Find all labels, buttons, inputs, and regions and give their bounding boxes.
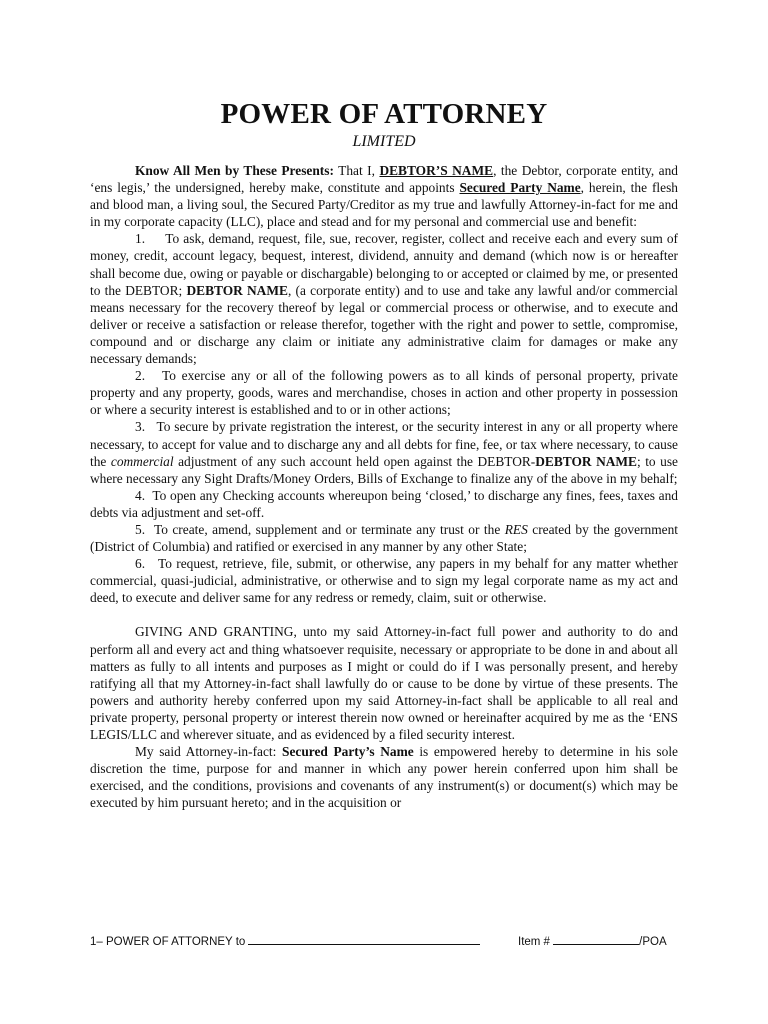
item-3-text-c: ; to use where necessary any Sight Drafts/Money Orders, Bills of Exchange to finalize any of the above in my behalf;	[90, 453, 678, 486]
footer-right	[518, 934, 667, 948]
item-4-text: To open any Checking accounts whereupon being ‘closed,’ to discharge any fines, fees, taxes and debts via adjustment and set-off.	[90, 487, 678, 520]
item-5-text-b: created by the government (District of Columbia) and ratified or exercised in any manner by any other State;	[90, 521, 679, 555]
item-3-italic: commercial	[110, 453, 174, 469]
item-1-text-b: , (a corporate entity) and to use and take any lawful and/or commercial means necessary for the recovery thereof by legal or commercial process or otherwise, and to execute and deliver or receive a satisfaction or release therefor, together with the right and power to settle, compromise, compound and or discharge any claim or initiate any administrative claim for damages or make any necessary demands;	[90, 282, 679, 367]
item-1-number: 1.	[135, 231, 146, 247]
closing-secured-party: Secured Party’s Name	[282, 744, 414, 760]
item-3	[90, 418, 678, 486]
item-2-number: 2.	[135, 368, 146, 384]
item-5	[90, 521, 678, 555]
footer-item-suffix: /POA	[639, 936, 667, 948]
item-4	[90, 487, 678, 521]
document-title: POWER OF ATTORNEY	[220, 98, 548, 130]
footer-item-blank	[553, 934, 639, 945]
item-6-number: 6.	[135, 556, 146, 572]
item-4-number: 4.	[135, 487, 146, 503]
item-6-text: To request, retrieve, file, submit, or otherwise, any papers in my behalf for any matter whether commercial, quasi-judicial, administrative, or otherwise and to sign my legal corporate name as my act and deed, to execute and deliver same for any redress or remedy, claim, suit or otherwise.	[90, 556, 678, 606]
item-1-debtor-name: DEBTOR NAME	[186, 282, 288, 298]
item-1-text-a: To ask, demand, request, file, sue, recover, register, collect and receive each and every sum of money, credit, account legacy, bequest, interest, dividend, annuity and demand (which now is or hereafter shall become due, owing or payable or dischargable) belonging to or accepted or claimed by me, or presented to the DEBTOR;	[90, 231, 678, 298]
item-2-text: To exercise any or all of the following powers as to all kinds of personal property, private property and any property, goods, wares and merchandise, choses in action and other property in possession or where a security interest is established and to or in other actions;	[90, 368, 678, 418]
intro-text-1: That I,	[333, 163, 380, 178]
footer-left	[90, 934, 480, 948]
item-3-text-b: adjustment of any such account held open against the DEBTOR-	[173, 453, 536, 469]
secured-party-name: Secured Party Name	[459, 180, 581, 196]
item-1	[90, 230, 678, 367]
item-6	[90, 555, 678, 606]
intro-lead: Know All Men by These Presents:	[135, 163, 334, 178]
item-2	[90, 367, 678, 418]
item-3-text-a: To secure by private registration the interest, or the security interest in any or all property where necessary, to accept for value and to discharge any and all debts for fine, fee, or tax where necessary, to cause the	[90, 419, 678, 469]
item-3-number: 3.	[135, 419, 146, 435]
item-3-debtor-name: DEBTOR NAME	[535, 453, 637, 469]
intro-paragraph	[90, 162, 678, 230]
item-5-italic: RES	[504, 521, 528, 537]
intro-text-2: , the Debtor, corporate entity, and ‘ens legis,’ the undersigned, hereby make, constitute and appoints	[90, 163, 678, 196]
footer-name-blank	[248, 934, 480, 945]
granting-paragraph: GIVING AND GRANTING, unto my said Attorney-in-fact full power and authority to do and perform all and every act and thing whatsoever requisite, necessary or appropriate to be done in and about all matters as fully to all intents and purposes as I might or could do if I was personally present, and hereby ratifying all that my Attorney-in-fact shall lawfully do or cause to be done by virtue of these presents. The powers and authority hereby conferred upon my said Attorney-in-fact shall be applicable to all real and private property, personal property or interest therein now owned or hereinafter acquired by me as the ‘ENS LEGIS/LLC and wherever situate, and as evidenced by a filed security interest.	[90, 624, 678, 742]
debtor-name: DEBTOR’S NAME	[379, 163, 494, 178]
document-body	[90, 162, 678, 811]
item-5-number: 5.	[135, 521, 146, 537]
closing-paragraph	[90, 743, 678, 811]
footer-item-label: Item #	[518, 936, 554, 948]
closing-text-b: is empowered hereby to determine in his sole discretion the time, purpose for and manner in which any power herein conferred upon him shall be exercised, and the conditions, provisions and covenants of any instrument(s) or document(s) which may be executed by him pursuant hereto; and in the acquisition or	[90, 744, 679, 811]
document-subtitle: LIMITED	[352, 133, 416, 150]
closing-text-a: My said Attorney-in-fact:	[135, 744, 282, 760]
intro-text-3: , herein, the flesh and blood man, a living soul, the Secured Party/Creditor as my true and lawfully Attorney-in-fact for me and in my corporate capacity (LLC), place and stead and for my personal and commercial use and benefit:	[90, 180, 678, 230]
footer-label: 1– POWER OF ATTORNEY to	[90, 936, 249, 948]
item-5-text-a: To create, amend, supplement and or terminate any trust or the	[153, 521, 505, 537]
